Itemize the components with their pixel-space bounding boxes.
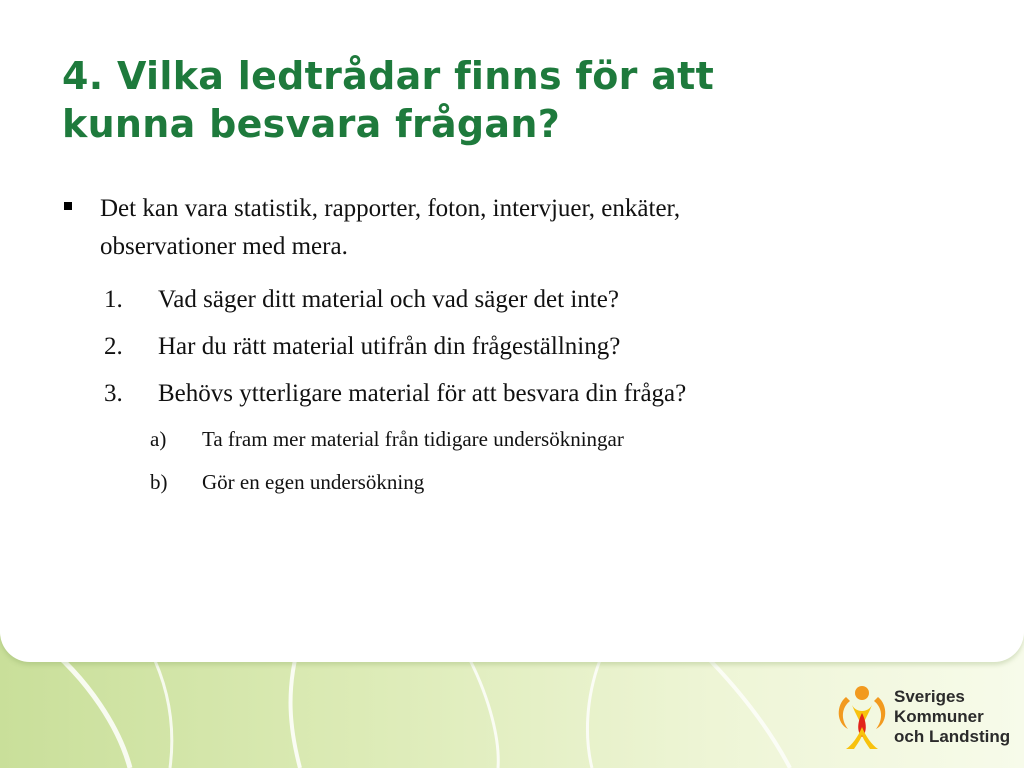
- main-bullet-line-2: observationer med mera.: [100, 233, 348, 260]
- main-bullet-line-1: Det kan vara statistik, rapporter, foton, intervjuer, enkäter,: [100, 195, 681, 222]
- slide-title: [62, 52, 962, 148]
- logo-line-3: och Landsting: [894, 727, 1011, 746]
- main-bullet-text: [100, 190, 942, 266]
- item-letter: b): [150, 470, 168, 494]
- skl-flower-icon: [834, 683, 890, 753]
- slide-title-line-2: kunna besvara frågan?: [62, 102, 561, 146]
- logo-line-2: Kommuner: [894, 707, 984, 726]
- numbered-item: [104, 331, 620, 363]
- item-letter: a): [150, 427, 167, 451]
- item-text: Behövs ytterligare material för att besvara din fråga?: [158, 380, 687, 407]
- item-text: Gör en egen undersökning: [202, 470, 425, 494]
- lettered-item: [150, 425, 624, 453]
- square-bullet-icon: [64, 202, 72, 210]
- item-number: 3.: [104, 380, 123, 407]
- numbered-item: [104, 378, 686, 410]
- skl-logo: [834, 683, 1014, 753]
- slide-title-line-1: 4. Vilka ledtrådar finns för att: [62, 54, 715, 98]
- main-bullet: [62, 190, 942, 266]
- numbered-item: [104, 284, 619, 316]
- item-text: Vad säger ditt material och vad säger det inte?: [158, 286, 619, 313]
- lettered-item: [150, 468, 424, 496]
- item-number: 1.: [104, 286, 123, 313]
- item-number: 2.: [104, 333, 123, 360]
- skl-logo-text: [894, 687, 1010, 747]
- item-text: Ta fram mer material från tidigare undersökningar: [202, 427, 624, 451]
- item-text: Har du rätt material utifrån din frågeställning?: [158, 333, 621, 360]
- logo-line-1: Sveriges: [894, 687, 965, 706]
